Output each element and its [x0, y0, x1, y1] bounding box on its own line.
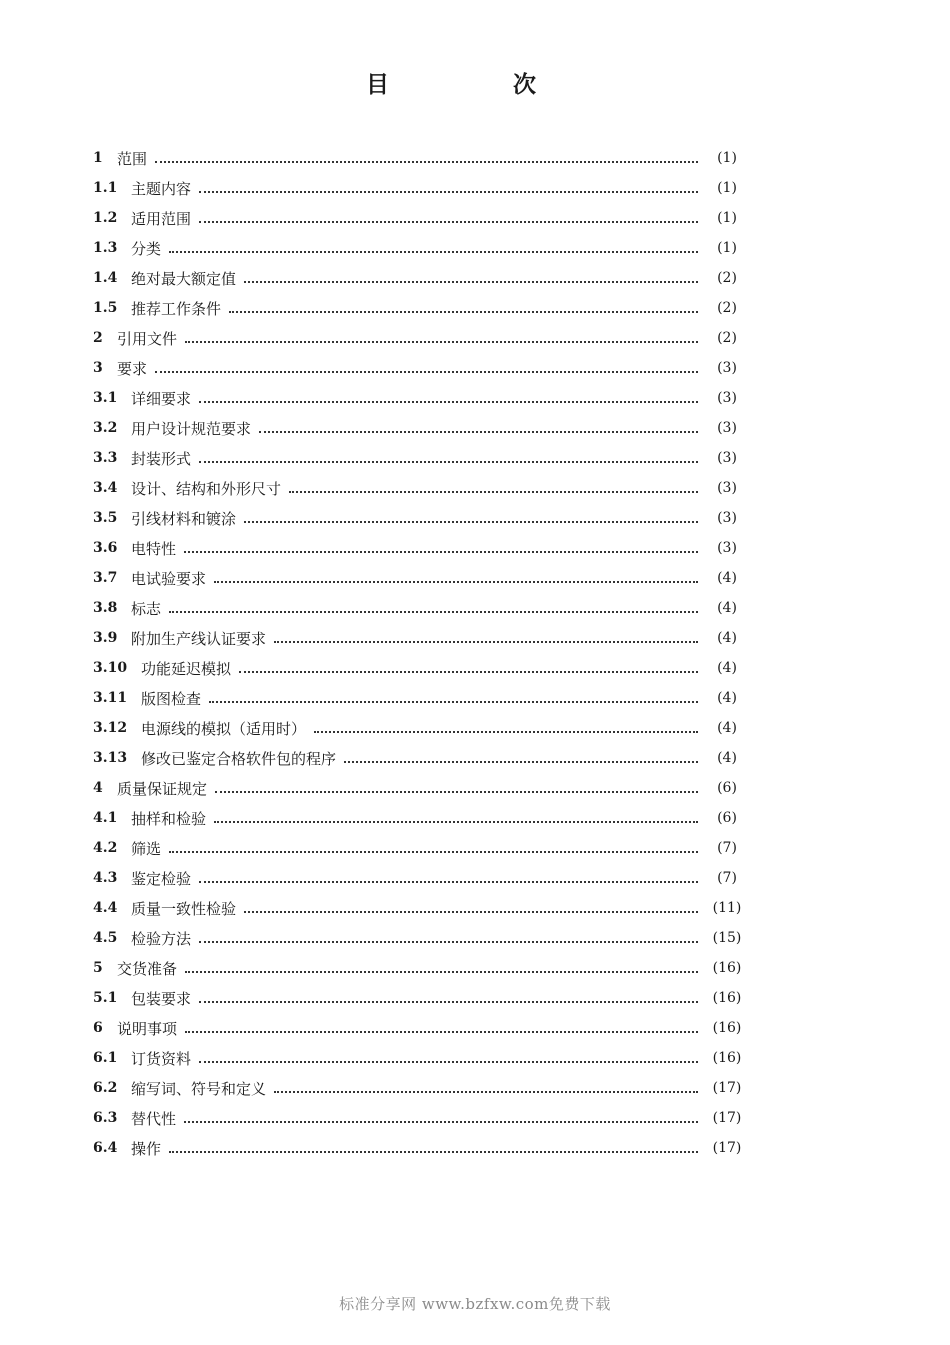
- toc-entry-number: 3.4: [93, 480, 118, 496]
- toc-entry-page: (17): [712, 1110, 742, 1126]
- toc-entry: [93, 893, 748, 923]
- toc-entry-number: 6.4: [93, 1140, 118, 1156]
- toc-entry-number: 3: [93, 360, 103, 376]
- toc-entry-label: 包装要求: [131, 989, 192, 1008]
- toc-leader-dots: [209, 701, 698, 703]
- toc-leader-dots: [155, 371, 698, 373]
- toc-entry-page: (11): [712, 900, 742, 916]
- toc-entry-number: 4.3: [93, 870, 118, 886]
- toc-entry-page: (16): [712, 1050, 742, 1066]
- toc-entry-number: 3.11: [93, 690, 128, 706]
- toc-entry-page: (1): [717, 150, 737, 166]
- toc-entry-page: (4): [717, 720, 737, 736]
- toc-leader-dots: [184, 1121, 698, 1123]
- toc-entry-page: (1): [717, 240, 737, 256]
- toc-entry: [93, 593, 748, 623]
- toc-entry-number: 3.10: [93, 660, 128, 676]
- toc-entry: [93, 203, 748, 233]
- toc-entry-page: (17): [712, 1140, 742, 1156]
- toc-entry: [93, 563, 748, 593]
- toc-entry: [93, 413, 748, 443]
- toc-entry-label: 功能延迟模拟: [141, 659, 232, 678]
- toc-entry-page: (3): [717, 510, 737, 526]
- toc-entry-page: (16): [712, 960, 742, 976]
- toc-entry-page: (3): [717, 480, 737, 496]
- toc-entry-page: (4): [717, 630, 737, 646]
- toc-entry-label: 封装形式: [131, 449, 192, 468]
- toc-entry-label: 设计、结构和外形尺寸: [131, 479, 282, 498]
- toc-entry-label: 电特性: [131, 539, 177, 558]
- toc-entry: [93, 1103, 748, 1133]
- toc-entry-label: 引用文件: [117, 329, 178, 348]
- toc-entry: [93, 383, 748, 413]
- toc-entry-number: 4: [93, 780, 103, 796]
- toc-leader-dots: [155, 161, 698, 163]
- toc-entry-number: 3.1: [93, 390, 118, 406]
- toc-entry: [93, 833, 748, 863]
- toc-entry: [93, 713, 748, 743]
- toc-entry-label: 推荐工作条件: [131, 299, 222, 318]
- toc-entry: [93, 863, 748, 893]
- toc-entry-number: 5.1: [93, 990, 118, 1006]
- toc-entry-number: 3.7: [93, 570, 118, 586]
- toc-leader-dots: [169, 611, 698, 613]
- toc-leader-dots: [185, 341, 698, 343]
- page-title: 目 次: [365, 72, 594, 98]
- toc-entry-label: 分类: [131, 239, 162, 258]
- toc-entry-label: 说明事项: [117, 1019, 178, 1038]
- toc-entry: [93, 983, 748, 1013]
- toc-entry-number: 3.8: [93, 600, 118, 616]
- toc-entry-number: 6.3: [93, 1110, 118, 1126]
- toc-leader-dots: [199, 221, 698, 223]
- toc-entry-number: 3.13: [93, 750, 128, 766]
- toc-entry-number: 1.4: [93, 270, 118, 286]
- toc-entry-page: (4): [717, 570, 737, 586]
- toc-entry: [93, 1013, 748, 1043]
- toc-entry-label: 范围: [117, 149, 148, 168]
- toc-entry-label: 版图检查: [141, 689, 202, 708]
- table-of-contents: [93, 143, 748, 1163]
- toc-entry-number: 1.2: [93, 210, 118, 226]
- toc-entry: [93, 953, 748, 983]
- toc-entry-number: 4.4: [93, 900, 118, 916]
- toc-leader-dots: [199, 1001, 698, 1003]
- toc-entry-page: (2): [717, 330, 737, 346]
- toc-entry: [93, 773, 748, 803]
- toc-entry-number: 6: [93, 1020, 103, 1036]
- toc-entry: [93, 233, 748, 263]
- toc-entry-label: 检验方法: [131, 929, 192, 948]
- toc-entry-label: 引线材料和镀涂: [131, 509, 237, 528]
- toc-entry-page: (2): [717, 300, 737, 316]
- toc-entry-number: 5: [93, 960, 103, 976]
- toc-entry-number: 6.1: [93, 1050, 118, 1066]
- toc-entry-label: 主题内容: [131, 179, 192, 198]
- toc-leader-dots: [199, 1061, 698, 1063]
- toc-leader-dots: [314, 731, 698, 733]
- toc-leader-dots: [184, 551, 698, 553]
- toc-leader-dots: [229, 311, 698, 313]
- toc-entry-page: (4): [717, 750, 737, 766]
- toc-entry-page: (3): [717, 540, 737, 556]
- toc-entry-page: (3): [717, 450, 737, 466]
- toc-leader-dots: [169, 851, 698, 853]
- toc-entry-label: 电源线的模拟（适用时）: [141, 719, 307, 738]
- toc-entry-number: 3.3: [93, 450, 118, 466]
- toc-entry-label: 替代性: [131, 1109, 177, 1128]
- toc-entry: [93, 503, 748, 533]
- toc-leader-dots: [185, 1031, 698, 1033]
- toc-entry-page: (7): [717, 870, 737, 886]
- toc-entry: [93, 683, 748, 713]
- toc-entry: [93, 623, 748, 653]
- toc-leader-dots: [169, 251, 698, 253]
- toc-leader-dots: [289, 491, 698, 493]
- toc-entry-label: 鉴定检验: [131, 869, 192, 888]
- toc-entry: [93, 323, 748, 353]
- toc-entry: [93, 803, 748, 833]
- toc-entry-page: (3): [717, 360, 737, 376]
- toc-entry-label: 交货准备: [117, 959, 178, 978]
- toc-entry-label: 标志: [131, 599, 162, 618]
- toc-entry-page: (16): [712, 990, 742, 1006]
- toc-entry-number: 4.1: [93, 810, 118, 826]
- toc-entry-label: 质量一致性检验: [131, 899, 237, 918]
- toc-entry-number: 3.5: [93, 510, 118, 526]
- toc-entry-label: 附加生产线认证要求: [131, 629, 267, 648]
- toc-leader-dots: [214, 581, 698, 583]
- toc-entry-label: 详细要求: [131, 389, 192, 408]
- toc-entry: [93, 1133, 748, 1163]
- toc-leader-dots: [244, 521, 698, 523]
- toc-entry-number: 1.5: [93, 300, 118, 316]
- toc-leader-dots: [274, 641, 698, 643]
- toc-entry-label: 操作: [131, 1139, 162, 1158]
- toc-leader-dots: [244, 281, 698, 283]
- toc-entry-label: 订货资料: [131, 1049, 192, 1068]
- toc-leader-dots: [214, 821, 698, 823]
- toc-leader-dots: [199, 191, 698, 193]
- toc-entry: [93, 293, 748, 323]
- toc-entry-page: (4): [717, 660, 737, 676]
- toc-leader-dots: [169, 1151, 698, 1153]
- toc-entry-number: 3.12: [93, 720, 128, 736]
- toc-entry: [93, 443, 748, 473]
- toc-entry-number: 4.5: [93, 930, 118, 946]
- toc-entry-label: 修改已鉴定合格软件包的程序: [141, 749, 337, 768]
- toc-entry-page: (6): [717, 810, 737, 826]
- toc-leader-dots: [199, 401, 698, 403]
- toc-entry: [93, 743, 748, 773]
- toc-leader-dots: [199, 881, 698, 883]
- toc-entry-number: 1.1: [93, 180, 118, 196]
- toc-entry-label: 绝对最大额定值: [131, 269, 237, 288]
- toc-leader-dots: [185, 971, 698, 973]
- toc-entry-label: 抽样和检验: [131, 809, 207, 828]
- toc-entry: [93, 653, 748, 683]
- toc-entry: [93, 263, 748, 293]
- toc-leader-dots: [259, 431, 698, 433]
- toc-entry-page: (1): [717, 210, 737, 226]
- toc-leader-dots: [199, 461, 698, 463]
- toc-entry-label: 电试验要求: [131, 569, 207, 588]
- toc-entry-label: 适用范围: [131, 209, 192, 228]
- toc-entry-page: (3): [717, 390, 737, 406]
- toc-entry-label: 缩写词、符号和定义: [131, 1079, 267, 1098]
- toc-entry: [93, 1043, 748, 1073]
- toc-leader-dots: [274, 1091, 698, 1093]
- toc-entry: [93, 533, 748, 563]
- toc-entry-number: 6.2: [93, 1080, 118, 1096]
- toc-leader-dots: [215, 791, 698, 793]
- toc-entry-page: (1): [717, 180, 737, 196]
- toc-entry: [93, 923, 748, 953]
- toc-entry: [93, 473, 748, 503]
- toc-leader-dots: [239, 671, 698, 673]
- toc-entry-page: (7): [717, 840, 737, 856]
- toc-entry-page: (17): [712, 1080, 742, 1096]
- toc-entry-page: (2): [717, 270, 737, 286]
- toc-entry-number: 1.3: [93, 240, 118, 256]
- toc-entry-page: (4): [717, 600, 737, 616]
- toc-entry-number: 3.2: [93, 420, 118, 436]
- toc-entry-page: (15): [712, 930, 742, 946]
- toc-entry: [93, 173, 748, 203]
- toc-entry-label: 要求: [117, 359, 148, 378]
- toc-leader-dots: [244, 911, 698, 913]
- toc-entry-number: 2: [93, 330, 103, 346]
- toc-leader-dots: [344, 761, 698, 763]
- toc-entry: [93, 353, 748, 383]
- toc-entry-page: (6): [717, 780, 737, 796]
- toc-leader-dots: [199, 941, 698, 943]
- toc-entry-page: (16): [712, 1020, 742, 1036]
- toc-entry: [93, 1073, 748, 1103]
- toc-entry-page: (3): [717, 420, 737, 436]
- toc-entry-page: (4): [717, 690, 737, 706]
- toc-entry-label: 用户设计规范要求: [131, 419, 252, 438]
- toc-entry-number: 4.2: [93, 840, 118, 856]
- toc-entry: [93, 143, 748, 173]
- toc-entry-number: 3.6: [93, 540, 118, 556]
- footer-watermark: 标准分享网 www.bzfxw.com免费下载: [339, 1295, 611, 1313]
- toc-entry-label: 质量保证规定: [117, 779, 208, 798]
- toc-entry-number: 3.9: [93, 630, 118, 646]
- toc-entry-number: 1: [93, 150, 103, 166]
- toc-entry-label: 筛选: [131, 839, 162, 858]
